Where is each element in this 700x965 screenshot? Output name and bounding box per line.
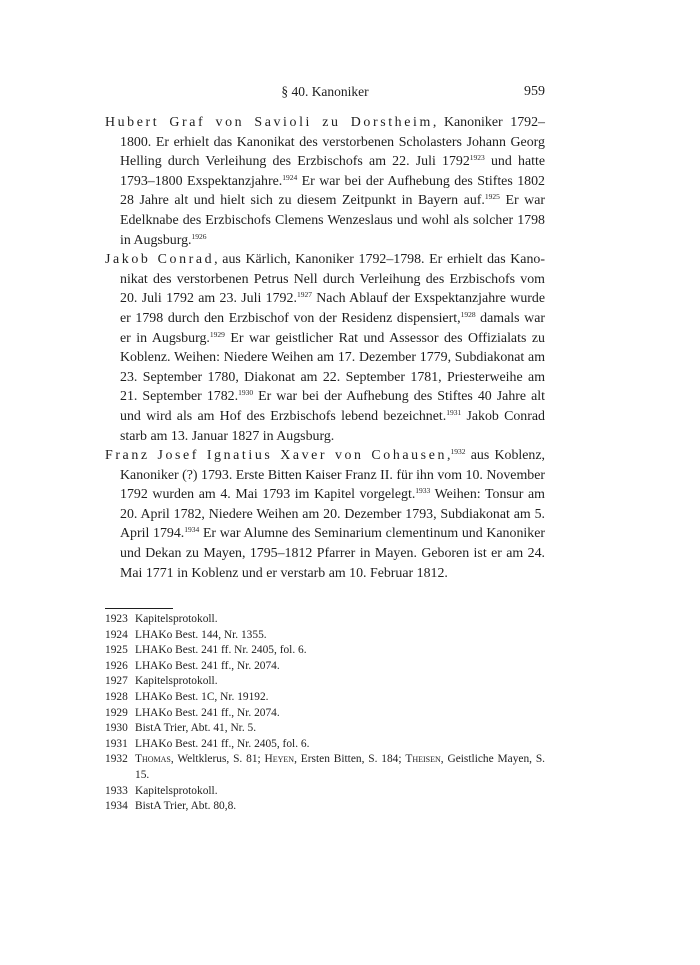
footnote	[105, 721, 545, 737]
footnote-number: 1934	[105, 800, 128, 813]
entry-text: Er war Alumne des Seminarium clementinum und Kanoniker und Dekan zu Mayen, 1795–1812 Pfarrer in Mayen. Geboren ist er am 24. Mai 1771 in Koblenz und er verstarb am 10. Februar 1812.	[120, 526, 545, 581]
footnote	[105, 784, 545, 800]
entry-conrad	[105, 250, 545, 446]
footnote-text: Kapitelsprotokoll.	[135, 784, 218, 797]
footnote	[105, 737, 545, 753]
running-header	[105, 84, 545, 102]
footnote-text	[135, 752, 545, 783]
footnote-number: 1925	[105, 644, 128, 657]
main-text	[105, 113, 545, 583]
footnote	[105, 659, 545, 675]
entry-text: , aus Kärlich, Kanoniker 1792–1798. Er erhielt das Kanonikat des verstorbenen Petrus Nell durch Verleihung des Erzbischofs vom 20. Juli 1792 am 23. Juli 1792.	[120, 252, 545, 307]
entry-text: Weihen: Tonsur am 20. April 1782, Niedere Weihen am 20. Dezember 1793, Subdiakonat am 5. April 1794.	[120, 487, 545, 542]
footnote	[105, 706, 545, 722]
footnote-separator	[105, 608, 173, 609]
footnote	[105, 612, 545, 628]
footnote-text: LHAKo Best. 241 ff., Nr. 2074.	[135, 659, 280, 672]
footnote-text: LHAKo Best. 241 ff., Nr. 2074.	[135, 706, 280, 719]
person-name: Franz Josef Ignatius Xaver von Cohausen	[105, 448, 448, 464]
entry-text: Er war geistlicher Rat und Assessor des Offizialats zu Koblenz. Weihen: Niedere Weihen am 17. Dezember 1779, Subdiakonat am 23. September 1780, Diakonat am 22. September 1781, Priesterweihe am 21. September 1782.	[120, 330, 545, 405]
entry-cohausen: Franz Josef Ignatius Xaver von Cohausen,$^{1932}$ aus Koblenz, Kanoniker (?) 1793. Erste Bitten Kaiser Franz II. für ihn vom 10. November 1792 wurden am 4. Mai 1793 im Kapitel vorgelegt.$^{1933}$ Weihen: Tonsur am 20. April 1782, Niedere Weihen am 20. Dezember 1793, Subdiakonat am 5. April 1794.$^{1934}$ Er war Alumne des Seminarium clementinum und Kanoniker und Dekan zu Mayen, 1795–1812 Pfarrer in Mayen. Geboren ist er am 24. Mai 1771 in Koblenz und er verstarb am 10. Februar 1812.	[105, 447, 545, 581]
footnotes	[105, 612, 545, 815]
page-number: 959	[524, 84, 545, 99]
footnote	[105, 690, 545, 706]
entry-text: Er war bei der Aufhebung des Stiftes 40 Jahre alt und wird als am Hof des Erzbischofs lebend bezeichnet.	[120, 389, 545, 424]
citation-text: , Ersten Bitten, S. 184;	[294, 753, 406, 766]
footnote-text: Kapitelsprotokoll.	[135, 613, 218, 625]
footnote-number: 1927	[105, 675, 128, 688]
footnote	[105, 752, 545, 783]
footnote-text: LHAKo Best. 144, Nr. 1355.	[135, 628, 267, 641]
footnote	[105, 674, 545, 690]
footnote-number: 1926	[105, 659, 128, 672]
footnote-ref[interactable]: 1927	[296, 290, 312, 300]
author-name: Thomas	[135, 753, 171, 766]
person-name: Hubert Graf von Savioli zu Dorstheim	[105, 115, 433, 130]
running-title: § 40. Kanoniker	[281, 84, 369, 99]
footnote-text: Kapitelsprotokoll.	[135, 675, 218, 688]
footnote-number: 1924	[105, 628, 128, 641]
footnote-text: LHAKo Best. 1C, Nr. 19192.	[135, 690, 269, 703]
entry-text: Nach Ablauf der Exspektanzjahre wurde er 1798 durch den Erzbischof von der Residenz dispensiert,	[120, 291, 545, 326]
footnote-number: 1923	[105, 613, 128, 625]
footnote-ref[interactable]: 1926	[191, 231, 207, 241]
entry-text: Jakob Conrad starb am 13. Januar 1827 in Augsburg.	[120, 408, 545, 444]
entry-text: aus Koblenz, Kanoniker (?) 1793. Erste Bitten Kaiser Franz II. für ihn vom 10. November 1792 wurden am 4. Mai 1793 im Kapitel vorgelegt.	[120, 448, 545, 503]
citation-text: , Weltklerus, S. 81;	[170, 753, 265, 766]
entry-savioli	[105, 113, 545, 250]
footnote	[105, 628, 545, 644]
footnote-ref[interactable]: 1925	[484, 192, 500, 202]
footnote-ref[interactable]: 1929	[209, 329, 225, 339]
footnote-number: 1933	[105, 784, 128, 797]
author-name: Theisen	[405, 753, 441, 766]
citation-text: , Geistliche Mayen, S. 15.	[135, 753, 546, 781]
entry-text: damals war er in Augsburg.	[120, 310, 545, 346]
footnote-number: 1930	[105, 722, 128, 735]
footnote-ref[interactable]: 1923	[469, 153, 485, 163]
footnote-ref[interactable]: 1932	[450, 447, 466, 457]
footnote-ref[interactable]: 1933	[415, 486, 431, 496]
footnote-number: 1928	[105, 690, 128, 703]
footnote-number: 1932	[105, 753, 128, 766]
entry-text: Er war bei der Aufhebung des Stiftes 1802 28 Jahre alt und hielt sich zu diesem Zeitpunkt in Bayern auf.	[120, 173, 545, 209]
author-name: Heyen	[264, 753, 295, 766]
footnote	[105, 643, 545, 659]
footnote-text: BistA Trier, Abt. 80,8.	[135, 800, 237, 813]
footnote-ref[interactable]: 1930	[238, 388, 254, 398]
footnote-text: LHAKo Best. 241 ff. Nr. 2405, fol. 6.	[135, 644, 307, 657]
footnote-ref[interactable]: 1924	[282, 172, 298, 182]
footnote-ref[interactable]: 1931	[446, 407, 462, 417]
footnote-ref[interactable]: 1928	[460, 309, 476, 319]
footnote-number: 1931	[105, 737, 128, 750]
footnote-number: 1929	[105, 706, 128, 719]
footnote-text: LHAKo Best. 241 ff., Nr. 2405, fol. 6.	[135, 737, 310, 750]
footnote-ref[interactable]: 1934	[184, 525, 200, 535]
person-name: Jakob Conrad	[105, 252, 215, 268]
entry-text: Er war Edelknabe des Erzbischofs Clemens Wenzeslaus und wohl als solcher 1798 in Augsburg.	[120, 193, 545, 248]
footnote	[105, 799, 545, 815]
entry-text: und hatte 1793–1800 Exspektanzjahre.	[120, 154, 545, 189]
footnote-text: BistA Trier, Abt. 41, Nr. 5.	[135, 722, 257, 735]
entry-text: , Kanoniker 1792–1800. Er erhielt das Kanonikat des verstorbenen Scholasters Johann Georg Helling durch Verleihung des Erzbischofs am 22. Juli 1792	[120, 115, 545, 170]
